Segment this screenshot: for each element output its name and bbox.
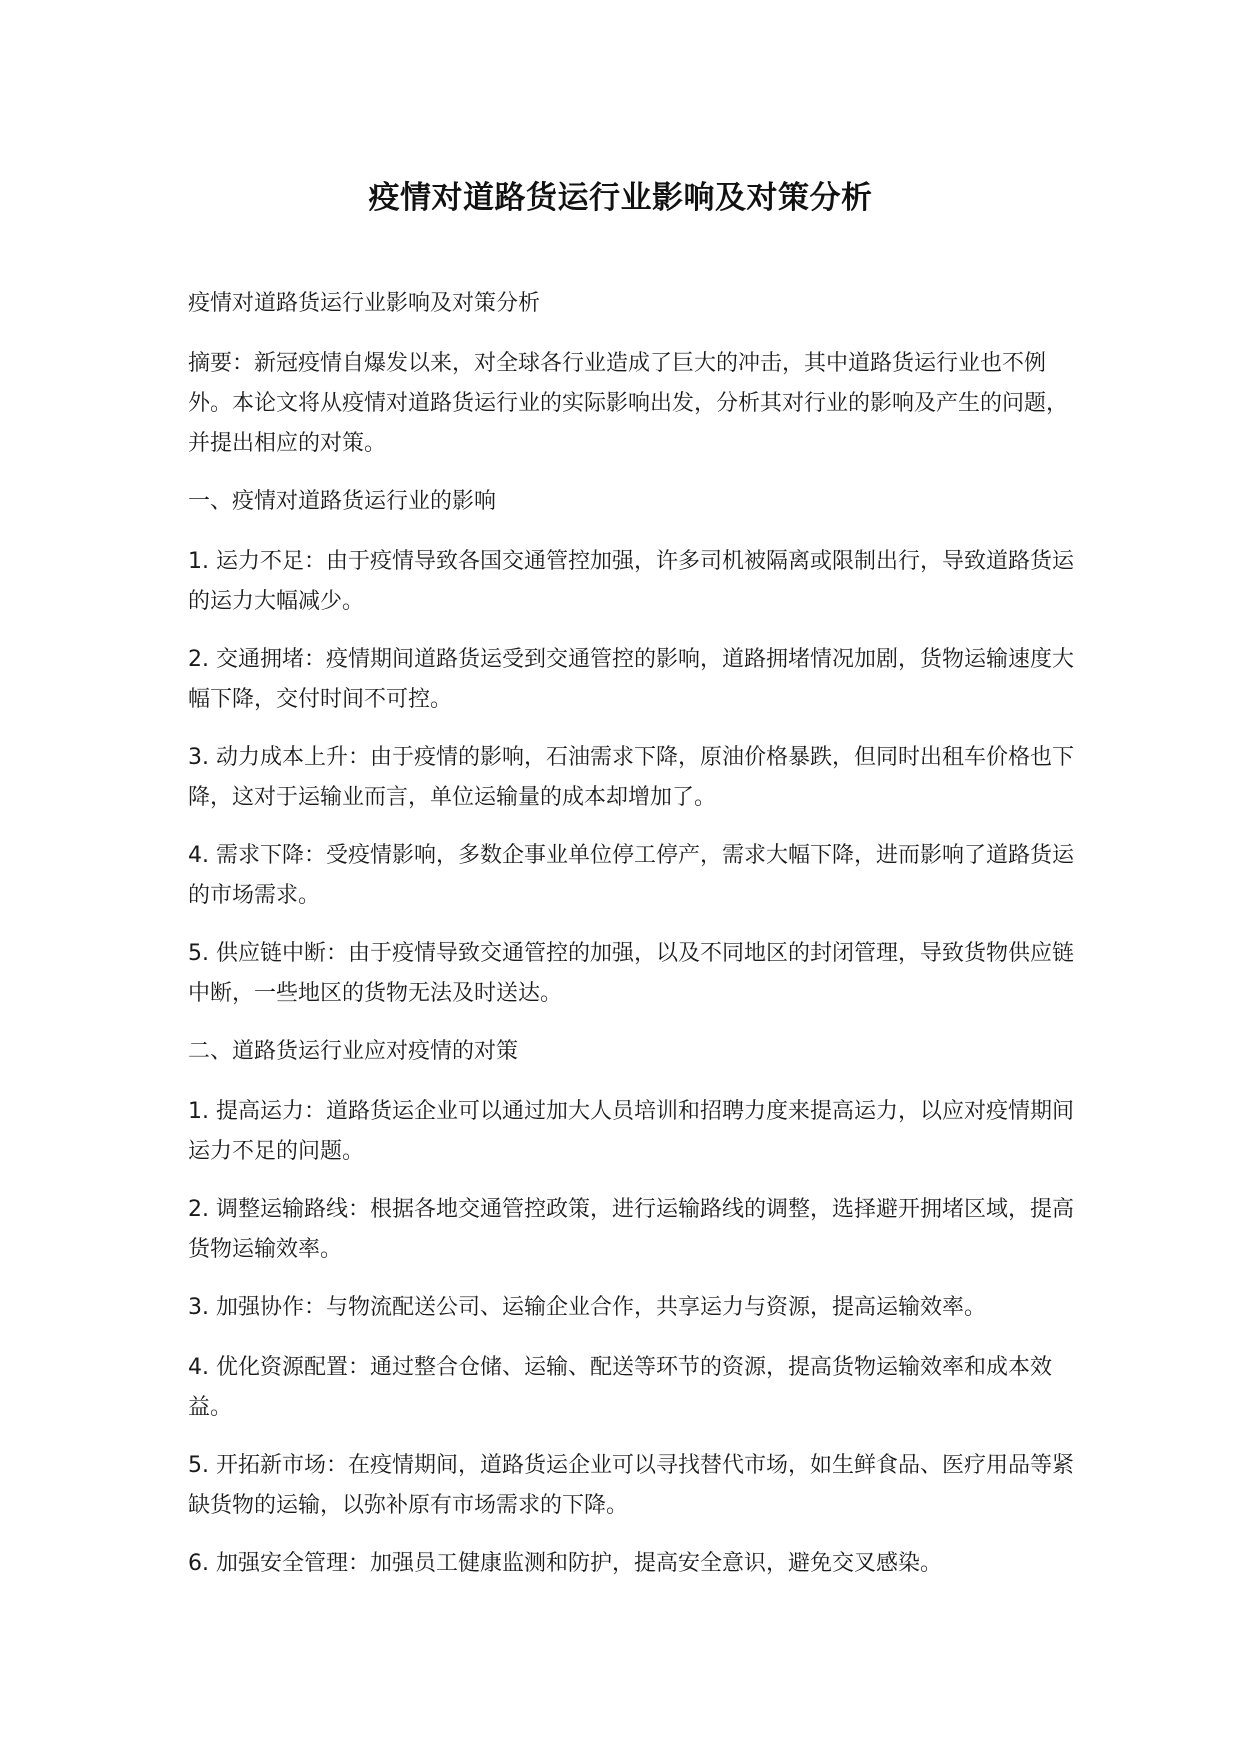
countermeasure-item: 2. 调整运输路线：根据各地交通管控政策，进行运输路线的调整，选择避开拥堵区域，提高货物运输效率。 <box>188 1197 1074 1262</box>
countermeasure-item: 4. 优化资源配置：通过整合仓储、运输、配送等环节的资源，提高货物运输效率和成本效益。 <box>188 1355 1052 1420</box>
impact-item: 4. 需求下降：受疫情影响，多数企事业单位停工停产，需求大幅下降，进而影响了道路货运的市场需求。 <box>188 843 1074 908</box>
countermeasure-item: 5. 开拓新市场：在疫情期间，道路货运企业可以寻找替代市场，如生鲜食品、医疗用品等紧缺货物的运输，以弥补原有市场需求的下降。 <box>188 1453 1074 1518</box>
impact-item: 5. 供应链中断：由于疫情导致交通管控的加强，以及不同地区的封闭管理，导致货物供应链中断，一些地区的货物无法及时送达。 <box>188 941 1074 1006</box>
countermeasure-item: 1. 提高运力：道路货运企业可以通过加大人员培训和招聘力度来提高运力，以应对疫情期间运力不足的问题。 <box>188 1099 1074 1164</box>
countermeasure-item: 3. 加强协作：与物流配送公司、运输企业合作，共享运力与资源，提高运输效率。 <box>188 1295 986 1320</box>
subtitle-paragraph: 疫情对道路货运行业影响及对策分析 <box>188 291 541 316</box>
abstract-paragraph: 摘要：新冠疫情自爆发以来，对全球各行业造成了巨大的冲击，其中道路货运行业也不例外。本论文将从疫情对道路货运行业的实际影响出发，分析其对行业的影响及产生的问题，并提出相应的对策。 <box>188 351 1069 456</box>
document-body <box>188 284 1088 1604</box>
document-title: 疫情对道路货运行业影响及对策分析 <box>368 180 873 216</box>
section-heading-impact: 一、疫情对道路货运行业的影响 <box>188 489 497 514</box>
countermeasure-item: 6. 加强安全管理：加强员工健康监测和防护，提高安全意识，避免交叉感染。 <box>188 1551 942 1576</box>
impact-item: 3. 动力成本上升：由于疫情的影响，石油需求下降，原油价格暴跌，但同时出租车价格也下降，这对于运输业而言，单位运输量的成本却增加了。 <box>188 745 1074 810</box>
impact-item: 1. 运力不足：由于疫情导致各国交通管控加强，许多司机被隔离或限制出行，导致道路货运的运力大幅减少。 <box>188 549 1074 614</box>
impact-item: 2. 交通拥堵：疫情期间道路货运受到交通管控的影响，道路拥堵情况加剧，货物运输速度大幅下降，交付时间不可控。 <box>188 647 1074 712</box>
section-heading-countermeasures: 二、道路货运行业应对疫情的对策 <box>188 1039 519 1064</box>
